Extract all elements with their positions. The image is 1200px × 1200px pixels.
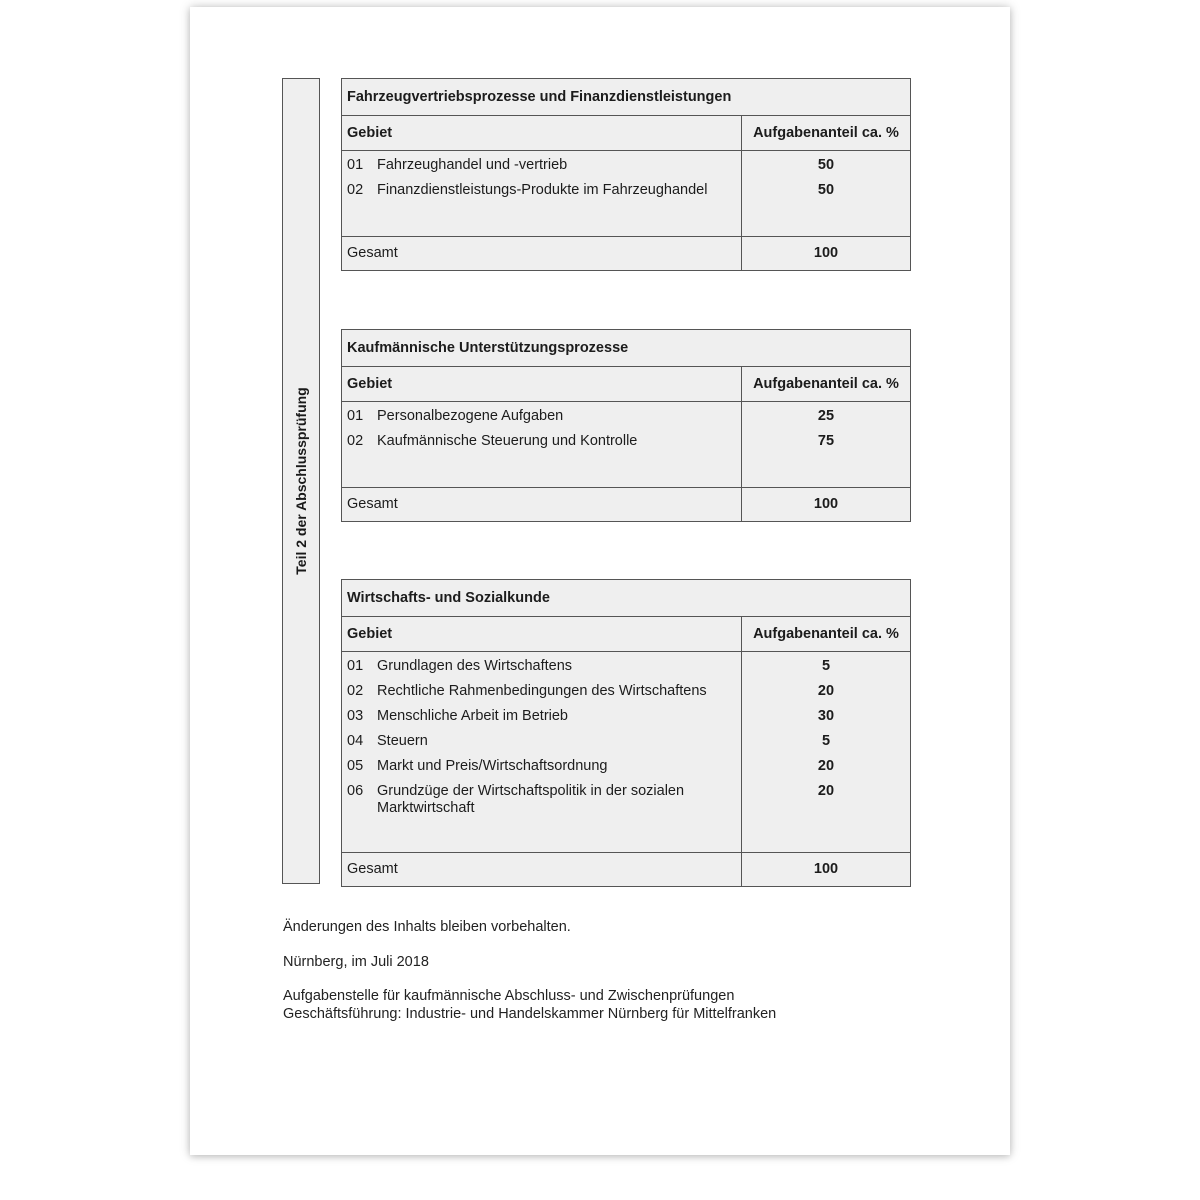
total-value: 100 [813, 861, 839, 877]
table-row [347, 758, 741, 775]
row-label: Grundzüge der Wirtschaftspolitik in der sozialen Marktwirtschaft [377, 783, 685, 816]
row-label: Kaufmännische Steuerung und Kontrolle [377, 433, 638, 449]
organization-line-1: Aufgabenstelle für kaufmännische Abschluss- und Zwischenprüfungen [283, 988, 735, 1004]
table-total-row [342, 488, 910, 521]
table-row [347, 783, 741, 817]
row-label: Grundlagen des Wirtschaftens [377, 658, 573, 674]
row-label: Steuern [377, 733, 428, 749]
table-body [342, 151, 910, 237]
table-total-row [342, 853, 910, 886]
table-row [347, 182, 741, 199]
column-header-share: Aufgabenanteil ca. % [753, 125, 899, 141]
row-number: 02 [347, 683, 364, 699]
table-fahrzeugvertrieb [341, 78, 911, 271]
table-title: Wirtschafts- und Sozialkunde [342, 580, 910, 617]
row-number: 01 [347, 408, 364, 424]
table-title: Fahrzeugvertriebsprozesse und Finanzdienstleistungen [342, 79, 910, 116]
exam-part-sidebar [282, 78, 320, 884]
row-value: 20 [817, 783, 835, 799]
total-label: Gesamt [342, 488, 742, 521]
row-number: 06 [347, 783, 364, 799]
row-number: 01 [347, 658, 364, 674]
table-row [347, 408, 741, 425]
table-row [347, 157, 741, 174]
row-number: 01 [347, 157, 364, 173]
table-row [347, 683, 741, 700]
table-total-row [342, 237, 910, 270]
organization-line-2: Geschäftsführung: Industrie- und Handelskammer Nürnberg für Mittelfranken [283, 1006, 777, 1022]
row-label: Personalbezogene Aufgaben [377, 408, 564, 424]
row-value: 50 [817, 157, 835, 173]
row-value: 30 [817, 708, 835, 724]
column-header-share: Aufgabenanteil ca. % [753, 376, 899, 392]
column-header-share: Aufgabenanteil ca. % [753, 626, 899, 642]
row-value: 75 [817, 433, 835, 449]
table-header [342, 617, 910, 652]
row-label: Fahrzeughandel und -vertrieb [377, 157, 568, 173]
total-label: Gesamt [342, 237, 742, 270]
row-value: 20 [817, 758, 835, 774]
table-header [342, 116, 910, 151]
table-header [342, 367, 910, 402]
row-value: 25 [817, 408, 835, 424]
row-value: 50 [817, 182, 835, 198]
row-label: Rechtliche Rahmenbedingungen des Wirtschaftens [377, 683, 707, 699]
table-row [347, 708, 741, 725]
total-value: 100 [813, 496, 839, 512]
table-body [342, 652, 910, 853]
row-label: Finanzdienstleistungs-Produkte im Fahrzeughandel [377, 182, 708, 198]
exam-part-label: Teil 2 der Abschlussprüfung [293, 387, 309, 575]
row-label: Menschliche Arbeit im Betrieb [377, 708, 568, 724]
disclaimer-text: Änderungen des Inhalts bleiben vorbehalten. [283, 919, 571, 935]
column-header-gebiet: Gebiet [342, 367, 742, 401]
row-value: 5 [821, 658, 831, 674]
table-row [347, 658, 741, 675]
table-kaufmaennische-unterstuetzung [341, 329, 911, 522]
table-row [347, 733, 741, 750]
column-header-gebiet: Gebiet [342, 116, 742, 150]
table-row [347, 433, 741, 450]
total-value: 100 [813, 245, 839, 261]
column-header-gebiet: Gebiet [342, 617, 742, 651]
row-number: 02 [347, 433, 364, 449]
table-title: Kaufmännische Unterstützungsprozesse [342, 330, 910, 367]
table-body [342, 402, 910, 488]
total-label: Gesamt [342, 853, 742, 886]
place-date-text: Nürnberg, im Juli 2018 [283, 954, 429, 970]
row-number: 04 [347, 733, 364, 749]
row-value: 20 [817, 683, 835, 699]
row-label: Markt und Preis/Wirtschaftsordnung [377, 758, 608, 774]
row-value: 5 [821, 733, 831, 749]
table-wirtschafts-sozialkunde [341, 579, 911, 887]
row-number: 02 [347, 182, 364, 198]
row-number: 05 [347, 758, 364, 774]
row-number: 03 [347, 708, 364, 724]
